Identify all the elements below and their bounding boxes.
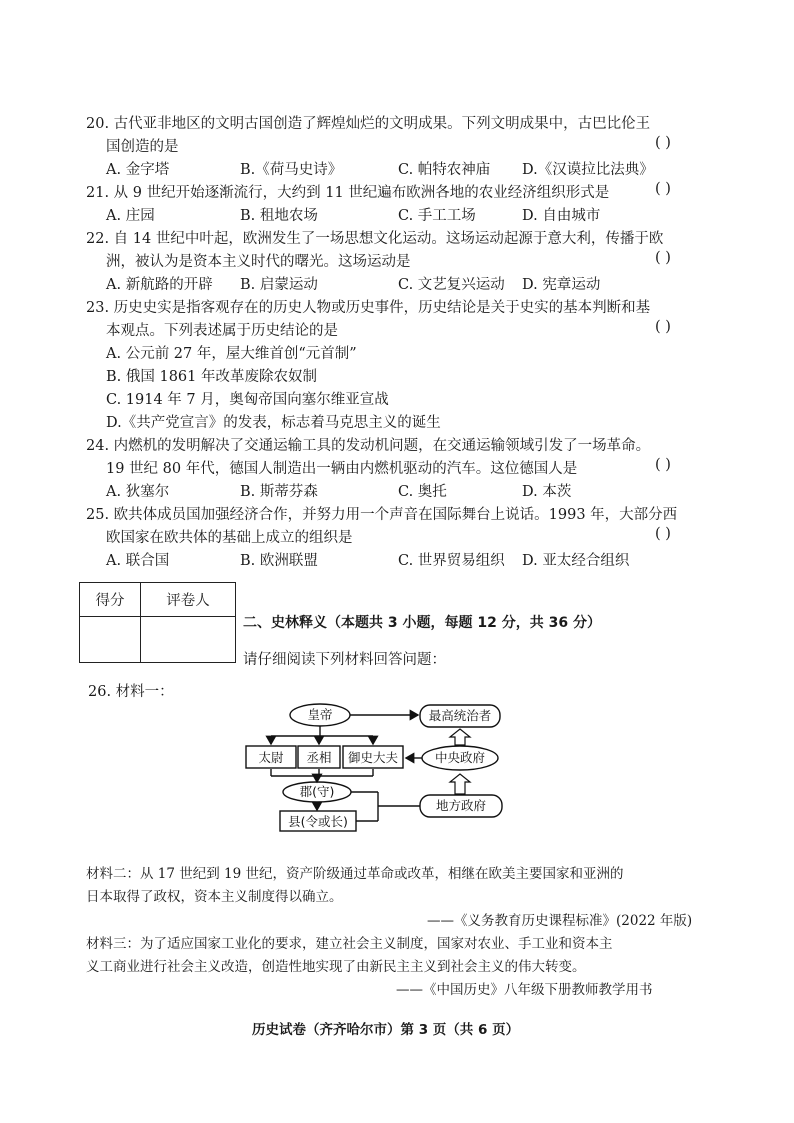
material3-source: ——《中国历史》八年级下册教师教学用书: [396, 982, 653, 998]
option-d: D.《共产党宣言》的发表，标志着马克思主义的诞生: [106, 415, 441, 431]
question-text: 24. 内燃机的发明解决了交通运输工具的发动机问题，在交通运输领域引发了一场革命。: [86, 438, 651, 454]
option-c: C. 奥托: [398, 484, 447, 500]
option-d: D. 自由城市: [522, 208, 601, 224]
option-d: D. 亚太经合组织: [522, 553, 630, 569]
material2-source: ——《义务教育历史课程标准》(2022 年版): [427, 913, 693, 929]
question-text: 洲，被认为是资本主义时代的曙光。这场运动是: [106, 254, 411, 270]
question-text: 21. 从 9 世纪开始逐渐流行，大约到 11 世纪遍布欧洲各地的农业经济组织形式是: [86, 185, 610, 201]
option-a: A. 新航路的开辟: [106, 277, 213, 293]
answer-paren: ( ): [655, 526, 671, 542]
question-text: 国创造的是: [106, 139, 179, 155]
material3-line: 义工商业进行社会主义改造，创造性地实现了由新民主主义到社会主义的伟大转变。: [86, 959, 586, 975]
option-c: C. 世界贸易组织: [398, 553, 505, 569]
option-a: A. 公元前 27 年，屋大维首创“元首制”: [106, 346, 357, 362]
section-title: 二、史林释义（本题共 3 小题，每题 12 分，共 36 分）: [243, 615, 601, 631]
option-b: B. 启蒙运动: [240, 277, 318, 293]
answer-paren: ( ): [655, 181, 671, 197]
answer-paren: ( ): [655, 457, 671, 473]
option-d: D. 宪章运动: [522, 277, 601, 293]
material2-line: 日本取得了政权，资本主义制度得以确立。: [86, 889, 343, 905]
option-a: A. 联合国: [106, 553, 170, 569]
option-d: D. 本茨: [522, 484, 572, 500]
question-text: 本观点。下列表述属于历史结论的是: [106, 323, 338, 339]
taiwei-label: 太尉: [258, 750, 284, 765]
supreme-ruler-label: 最高统治者: [428, 708, 492, 723]
option-c: C. 文艺复兴运动: [398, 277, 505, 293]
option-b: B. 俄国 1861 年改革废除农奴制: [106, 369, 317, 385]
question-text: 20. 古代亚非地区的文明古国创造了辉煌灿烂的文明成果。下列文明成果中，古巴比伦王: [86, 116, 651, 132]
question-text: 23. 历史史实是指客观存在的历史人物或历史事件，历史结论是关于史实的基本判断和基: [86, 300, 651, 316]
option-b: B.《荷马史诗》: [240, 162, 343, 178]
option-b: B. 斯蒂芬森: [240, 484, 318, 500]
option-a: A. 狄塞尔: [106, 484, 170, 500]
page-footer: 历史试卷（齐齐哈尔市）第 3 页（共 6 页）: [252, 1022, 520, 1038]
option-a: A. 金字塔: [106, 162, 170, 178]
option-c: C. 帕特农神庙: [398, 162, 491, 178]
jun-label: 郡(守): [299, 784, 335, 799]
answer-paren: ( ): [655, 319, 671, 335]
emperor-label: 皇帝: [307, 707, 333, 722]
material2-line: 材料二：从 17 世纪到 19 世纪，资产阶级通过革命或改革，相继在欧美主要国家和亚洲的: [86, 866, 624, 882]
question-text: 欧国家在欧共体的基础上成立的组织是: [106, 530, 353, 546]
yushi-label: 御史大夫: [347, 750, 399, 765]
score-header: 得分: [80, 583, 141, 617]
option-c: C. 手工工场: [398, 208, 476, 224]
option-a: A. 庄园: [106, 208, 155, 224]
material3-line: 材料三：为了适应国家工业化的要求，建立社会主义制度，国家对农业、手工业和资本主: [86, 936, 613, 952]
section-instruction: 请仔细阅读下列材料回答问题：: [243, 652, 446, 668]
central-government-label: 中央政府: [434, 750, 486, 765]
chengxiang-label: 丞相: [306, 750, 332, 765]
grader-header: 评卷人: [141, 583, 236, 617]
option-c: C. 1914 年 7 月，奥匈帝国向塞尔维亚宣战: [106, 392, 389, 408]
xian-label: 县(令或长): [288, 814, 348, 829]
answer-paren: ( ): [655, 135, 671, 151]
question-text: 19 世纪 80 年代，德国人制造出一辆由内燃机驱动的汽车。这位德国人是: [106, 461, 578, 477]
q26-label: 26. 材料一：: [88, 684, 174, 700]
question-text: 22. 自 14 世纪中叶起，欧洲发生了一场思想文化运动。这场运动起源于意大利，传播于欧: [86, 231, 664, 247]
option-b: B. 欧洲联盟: [240, 553, 318, 569]
local-government-label: 地方政府: [435, 798, 487, 813]
option-b: B. 租地农场: [240, 208, 318, 224]
question-text: 25. 欧共体成员国加强经济合作，并努力用一个声音在国际舞台上说话。1993 年，大部分西: [86, 507, 678, 523]
option-d: D.《汉谟拉比法典》: [522, 162, 654, 178]
answer-paren: ( ): [655, 250, 671, 266]
